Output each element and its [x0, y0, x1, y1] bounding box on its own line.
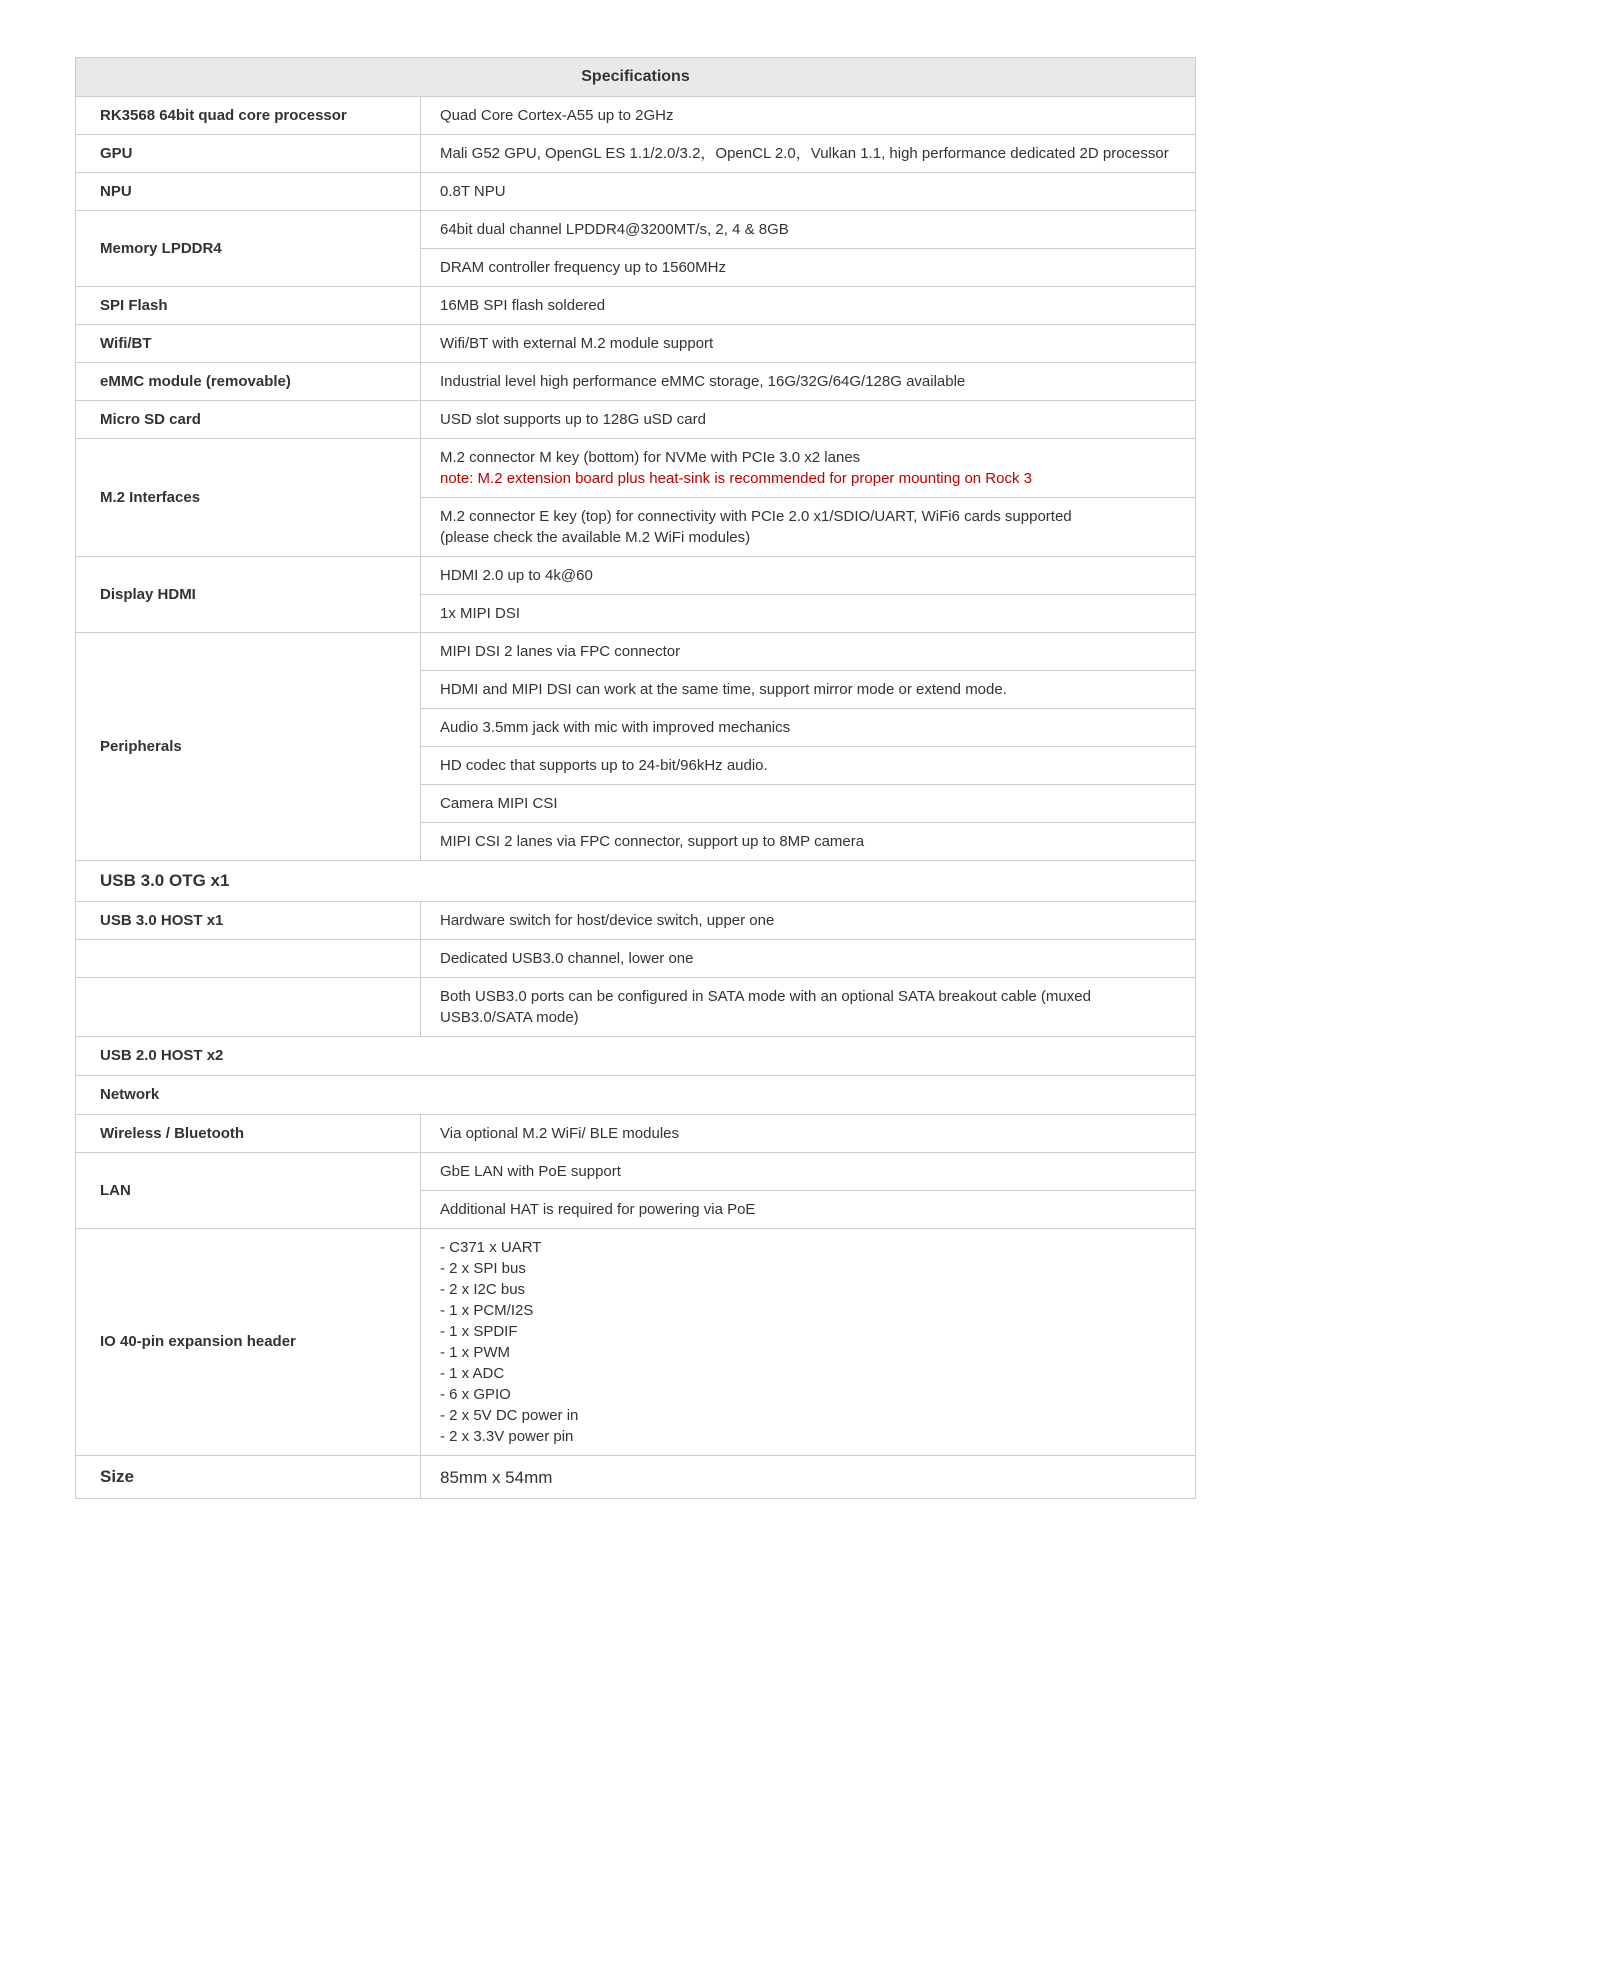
spec-value-cell	[421, 401, 1196, 439]
spec-value-cell	[421, 363, 1196, 401]
spec-value-cell	[421, 211, 1196, 249]
spec-value-line: - 1 x SPDIF	[440, 1323, 518, 1340]
spec-value-line: - 2 x 5V DC power in	[440, 1407, 579, 1424]
spec-label: eMMC module (removable)	[76, 363, 421, 401]
spec-value-line: Audio 3.5mm jack with mic with improved mechanics	[440, 719, 791, 736]
spec-value-cell	[421, 1456, 1196, 1499]
spec-row	[76, 633, 1196, 671]
spec-value-line: 0.8T NPU	[440, 183, 506, 200]
spec-value-line: M.2 connector E key (top) for connectivity with PCIe 2.0 x1/SDIO/UART, WiFi6 cards supported	[440, 508, 1072, 525]
spec-value-cell	[421, 595, 1196, 633]
spec-label: Display HDMI	[76, 557, 421, 633]
spec-value-line: Hardware switch for host/device switch, upper one	[440, 912, 775, 929]
spec-value-cell	[421, 1153, 1196, 1191]
spec-value-cell	[421, 1191, 1196, 1229]
spec-value-line: HDMI and MIPI DSI can work at the same time, support mirror mode or extend mode.	[440, 681, 1007, 698]
spec-value-line: - C371 x UART	[440, 1239, 542, 1256]
spec-value-cell	[421, 902, 1196, 940]
spec-value-cell	[421, 287, 1196, 325]
spec-value-line: 16MB SPI flash soldered	[440, 297, 606, 314]
spec-row	[76, 363, 1196, 401]
spec-label: M.2 Interfaces	[76, 439, 421, 557]
spec-value-line: M.2 connector M key (bottom) for NVMe with PCIe 3.0 x2 lanes	[440, 449, 861, 466]
spec-row	[76, 135, 1196, 173]
spec-label: Peripherals	[76, 633, 421, 861]
spec-row	[76, 173, 1196, 211]
section-row	[76, 1076, 1196, 1115]
spec-row	[76, 940, 1196, 978]
spec-value-cell	[421, 1115, 1196, 1153]
spec-row	[76, 902, 1196, 940]
table-title: Specifications	[76, 58, 1196, 97]
spec-row	[76, 97, 1196, 135]
spec-label	[76, 978, 421, 1037]
section-row	[76, 861, 1196, 902]
spec-value-cell	[421, 1229, 1196, 1456]
spec-row	[76, 439, 1196, 498]
spec-label: Memory LPDDR4	[76, 211, 421, 287]
spec-label: Wireless / Bluetooth	[76, 1115, 421, 1153]
spec-row	[76, 1115, 1196, 1153]
spec-value-line: (please check the available M.2 WiFi modules)	[440, 529, 751, 546]
spec-row	[76, 211, 1196, 249]
spec-row	[76, 287, 1196, 325]
spec-label: IO 40-pin expansion header	[76, 1229, 421, 1456]
section-row	[76, 1037, 1196, 1076]
spec-value-line: Mali G52 GPU, OpenGL ES 1.1/2.0/3.2，OpenCL 2.0，Vulkan 1.1, high performance dedicated 2D processor	[440, 145, 1169, 162]
spec-value-line: Industrial level high performance eMMC storage, 16G/32G/64G/128G available	[440, 373, 966, 390]
spec-value-cell	[421, 439, 1196, 498]
spec-value-cell	[421, 249, 1196, 287]
spec-value-line: 1x MIPI DSI	[440, 605, 521, 622]
spec-value-cell	[421, 633, 1196, 671]
section-label: USB 2.0 HOST x2	[76, 1037, 1196, 1076]
spec-label: RK3568 64bit quad core processor	[76, 97, 421, 135]
spec-label: Size	[76, 1456, 421, 1499]
spec-label: SPI Flash	[76, 287, 421, 325]
spec-label: LAN	[76, 1153, 421, 1229]
spec-label	[76, 940, 421, 978]
spec-value-line: USB3.0/SATA mode)	[440, 1009, 579, 1026]
spec-row	[76, 1229, 1196, 1456]
spec-value-cell	[421, 747, 1196, 785]
spec-value-cell	[421, 135, 1196, 173]
spec-row	[76, 557, 1196, 595]
spec-row	[76, 1456, 1196, 1499]
spec-row	[76, 1153, 1196, 1191]
spec-value-cell	[421, 785, 1196, 823]
spec-value-line: Dedicated USB3.0 channel, lower one	[440, 950, 694, 967]
spec-value-line: DRAM controller frequency up to 1560MHz	[440, 259, 726, 276]
spec-value-line: - 2 x SPI bus	[440, 1260, 526, 1277]
spec-row	[76, 978, 1196, 1037]
spec-row	[76, 325, 1196, 363]
section-label: Network	[76, 1076, 1196, 1115]
spec-value-cell	[421, 978, 1196, 1037]
spec-value-line: 85mm x 54mm	[440, 1467, 553, 1487]
spec-value-line: MIPI CSI 2 lanes via FPC connector, support up to 8MP camera	[440, 833, 865, 850]
spec-value-line: Via optional M.2 WiFi/ BLE modules	[440, 1125, 679, 1142]
spec-value-line: Both USB3.0 ports can be configured in SATA mode with an optional SATA breakout cable (muxed	[440, 988, 1091, 1005]
spec-value-line: - 1 x PWM	[440, 1344, 510, 1361]
table-body	[76, 97, 1196, 1499]
spec-value-line: Additional HAT is required for powering via PoE	[440, 1201, 756, 1218]
spec-value-cell	[421, 557, 1196, 595]
spec-value-line: 64bit dual channel LPDDR4@3200MT/s, 2, 4 & 8GB	[440, 221, 789, 238]
spec-value-cell	[421, 173, 1196, 211]
spec-value-cell	[421, 671, 1196, 709]
spec-value-cell	[421, 823, 1196, 861]
spec-row	[76, 401, 1196, 439]
spec-value-cell	[421, 709, 1196, 747]
spec-value-line: - 2 x 3.3V power pin	[440, 1428, 574, 1445]
spec-value-line: USD slot supports up to 128G uSD card	[440, 411, 706, 428]
table-header-row	[76, 58, 1196, 97]
spec-note-line: note: M.2 extension board plus heat-sink is recommended for proper mounting on Rock 3	[440, 470, 1032, 487]
spec-value-line: - 6 x GPIO	[440, 1386, 511, 1403]
spec-value-line: MIPI DSI 2 lanes via FPC connector	[440, 643, 681, 660]
spec-label: Micro SD card	[76, 401, 421, 439]
spec-value-line: - 2 x I2C bus	[440, 1281, 526, 1298]
spec-value-line: HDMI 2.0 up to 4k@60	[440, 567, 593, 584]
spec-value-cell	[421, 97, 1196, 135]
spec-label: NPU	[76, 173, 421, 211]
spec-value-cell	[421, 940, 1196, 978]
spec-label: USB 3.0 HOST x1	[76, 902, 421, 940]
spec-value-line: Camera MIPI CSI	[440, 795, 558, 812]
spec-label: GPU	[76, 135, 421, 173]
specifications-table	[75, 57, 1196, 1499]
section-label: USB 3.0 OTG x1	[76, 861, 1196, 902]
spec-value-line: Wifi/BT with external M.2 module support	[440, 335, 714, 352]
spec-value-line: HD codec that supports up to 24-bit/96kHz audio.	[440, 757, 768, 774]
spec-value-cell	[421, 325, 1196, 363]
spec-value-line: - 1 x ADC	[440, 1365, 505, 1382]
spec-label: Wifi/BT	[76, 325, 421, 363]
spec-value-line: - 1 x PCM/I2S	[440, 1302, 534, 1319]
spec-value-line: GbE LAN with PoE support	[440, 1163, 621, 1180]
spec-value-cell	[421, 498, 1196, 557]
spec-value-line: Quad Core Cortex-A55 up to 2GHz	[440, 107, 674, 124]
